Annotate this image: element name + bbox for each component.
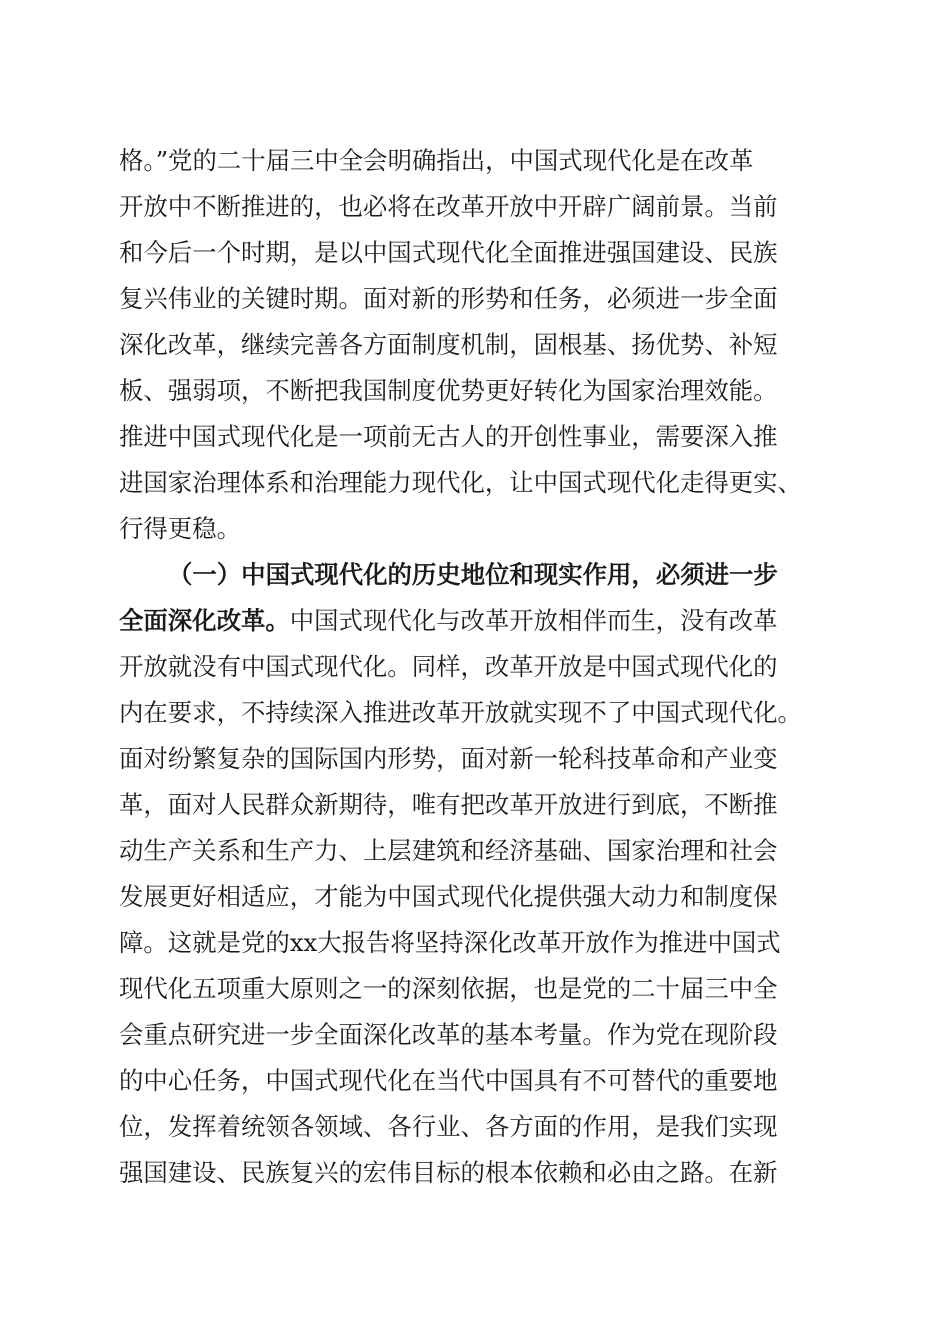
paragraph-line: 位，发挥着统领各领域、各行业、各方面的作用，是我们实现 (119, 1112, 778, 1141)
paragraph-line: 进国家治理体系和治理能力现代化，让中国式现代化走得更实、 (119, 468, 802, 497)
section-heading: （一）中国式现代化的历史地位和现实作用，必须进一步 (168, 560, 778, 589)
paragraph-line: 板、强弱项，不断把我国制度优势更好转化为国家治理效能。 (119, 376, 778, 405)
paragraph-line: 开放就没有中国式现代化。同样，改革开放是中国式现代化的 (119, 652, 778, 681)
paragraph-line: 面对纷繁复杂的国际国内形势，面对新一轮科技革命和产业变 (119, 744, 778, 773)
paragraph-line: 复兴伟业的关键时期。面对新的形势和任务，必须进一步全面 (119, 284, 778, 313)
section-heading-end: 全面深化改革。 (119, 606, 290, 635)
paragraph-line: 革，面对人民群众新期待，唯有把改革开放进行到底，不断推 (119, 790, 778, 819)
paragraph-line: 开放中不断推进的，也必将在改革开放中开辟广阔前景。当前 (119, 192, 778, 221)
paragraph-line: 深化改革，继续完善各方面制度机制，固根基、扬优势、补短 (119, 330, 778, 359)
paragraph-line: 动生产关系和生产力、上层建筑和经济基础、国家治理和社会 (119, 836, 778, 865)
paragraph-line: 推进中国式现代化是一项前无古人的开创性事业，需要深入推 (119, 422, 778, 451)
paragraph-line: 行得更稳。 (119, 514, 241, 543)
paragraph-line: 的中心任务，中国式现代化在当代中国具有不可替代的重要地 (119, 1066, 778, 1095)
paragraph-line: 和今后一个时期，是以中国式现代化全面推进强国建设、民族 (119, 238, 778, 267)
paragraph-line: 发展更好相适应，才能为中国式现代化提供强大动力和制度保 (119, 882, 778, 911)
paragraph-line: 障。这就是党的xx大报告将坚持深化改革开放作为推进中国式 (119, 928, 781, 957)
paragraph-line: 现代化五项重大原则之一的深刻依据，也是党的二十届三中全 (119, 974, 778, 1003)
paragraph-line: 格。”党的二十届三中全会明确指出，中国式现代化是在改革 (119, 146, 754, 175)
paragraph-line: 强国建设、民族复兴的宏伟目标的根本依赖和必由之路。在新 (119, 1158, 778, 1187)
paragraph-text: 中国式现代化与改革开放相伴而生，没有改革 (289, 606, 778, 635)
paragraph-line: 内在要求，不持续深入推进改革开放就实现不了中国式现代化。 (119, 698, 802, 727)
paragraph-line: 会重点研究进一步全面深化改革的基本考量。作为党在现阶段 (119, 1020, 778, 1049)
section-heading-continuation (119, 606, 778, 636)
